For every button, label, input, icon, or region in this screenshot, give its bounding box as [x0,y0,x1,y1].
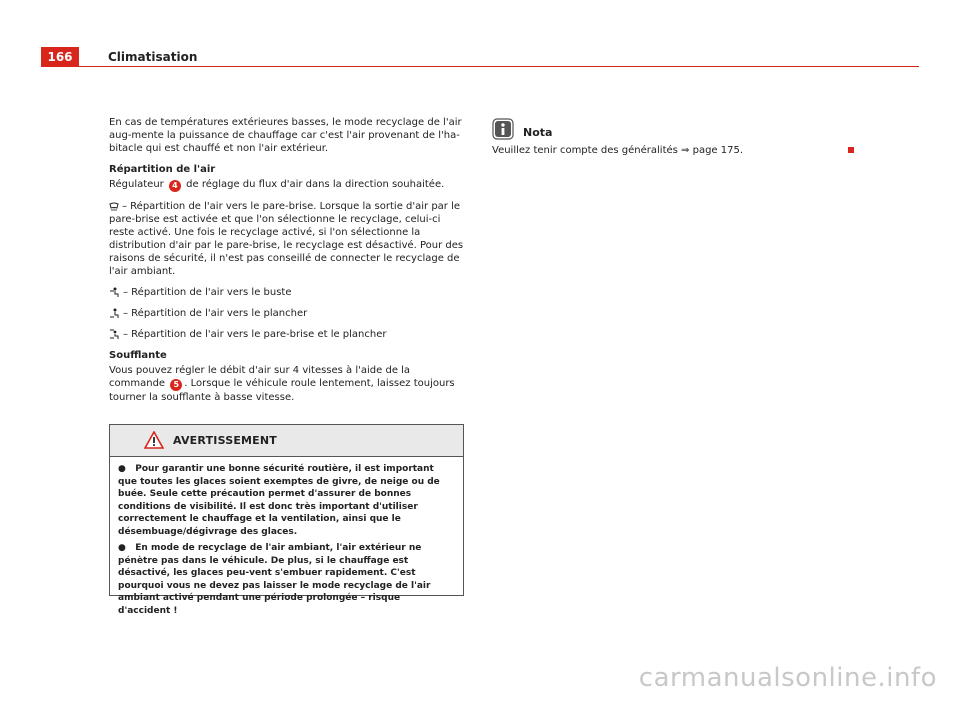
windshield-paragraph: – Répartition de l'air vers le pare-brise. Lorsque la sortie d'air par le pare-brise est activée et que l'on sélectionne le recyclage, celui-ci reste activé. Une fois le recyclage activé, si l'on sélectionne la distribution d'air par le pare-brise, le recyclage est désactivé. Pour des raisons de sécurité, il n'est pas conseillé de connecter le recyclage de l'air ambiant. [109,201,464,277]
bullet: ● [118,464,126,474]
regulator-paragraph: Régulateur 4 de réglage du flux d'air dans la direction souhaitée. [109,179,445,190]
section-heading-air-distribution: Répartition de l'air [109,164,216,175]
callout-4: 4 [169,180,181,192]
floor-air-icon [109,308,120,318]
intro-paragraph: En cas de températures extérieures basses, le mode recyclage de l'air aug-mente la puissance de chauffage car c'est l'air provenant de l'ha-bitacle qui est chauffé et non l'air extérieur. [109,117,462,154]
watermark: carmanualsonline.info [638,663,937,693]
windshield-floor-air-icon [109,329,120,339]
page-header [41,47,919,67]
warning-box [109,424,464,616]
section-heading-fan: Soufflante [109,350,167,361]
bust-paragraph: – Répartition de l'air vers le buste [109,286,465,299]
note-title: Nota [523,126,553,139]
chapter-title: Climatisation [108,50,198,64]
bullet: ● [118,543,126,553]
fan-paragraph: Vous pouvez régler le débit d'air sur 4 vitesses à l'aide de la commande 5 . Lorsque le véhicule roule lentement, laissez toujours tourner la soufflante à basse vitesse. [109,365,455,403]
warning-body [110,457,463,617]
warning-title: AVERTISSEMENT [173,434,278,447]
page-number: 166 [41,47,79,67]
warning-item-2: ● En mode de recyclage de l'air ambiant, l'air extérieur ne pénètre pas dans le véhicule. De plus, si le chauffage est désactivé, les glaces peu-vent s'embuer rapidement. C'est pourquoi vous ne devez pas laisser le mode recyclage de l'air ambiant activé pendant une période prolongée – risque d'accident ! [118,543,431,616]
section-end-marker [848,147,854,153]
header-rule [41,66,919,67]
windshield-air-icon [109,202,119,211]
warning-item-1: ● Pour garantir une bonne sécurité routière, il est important que toutes les glaces soient exemptes de givre, de neige ou de buée. Seule cette précaution permet d'assurer de bonnes conditions de visibilité. Il est donc très important d'utiliser correctement le chauffage et la ventilation, ainsi que le désembuage/dégivrage des glaces. [118,464,440,537]
windshield-floor-paragraph: – Répartition de l'air vers le pare-brise et le plancher [109,328,465,341]
left-column [109,116,465,412]
info-icon [492,118,514,140]
floor-paragraph: – Répartition de l'air vers le plancher [109,307,465,320]
warning-triangle-icon [144,431,164,449]
callout-5: 5 [170,379,182,391]
bust-air-icon [109,287,120,297]
note-text: Veuillez tenir compte des généralités ⇒ page 175. [492,145,744,156]
warning-header [110,425,463,457]
